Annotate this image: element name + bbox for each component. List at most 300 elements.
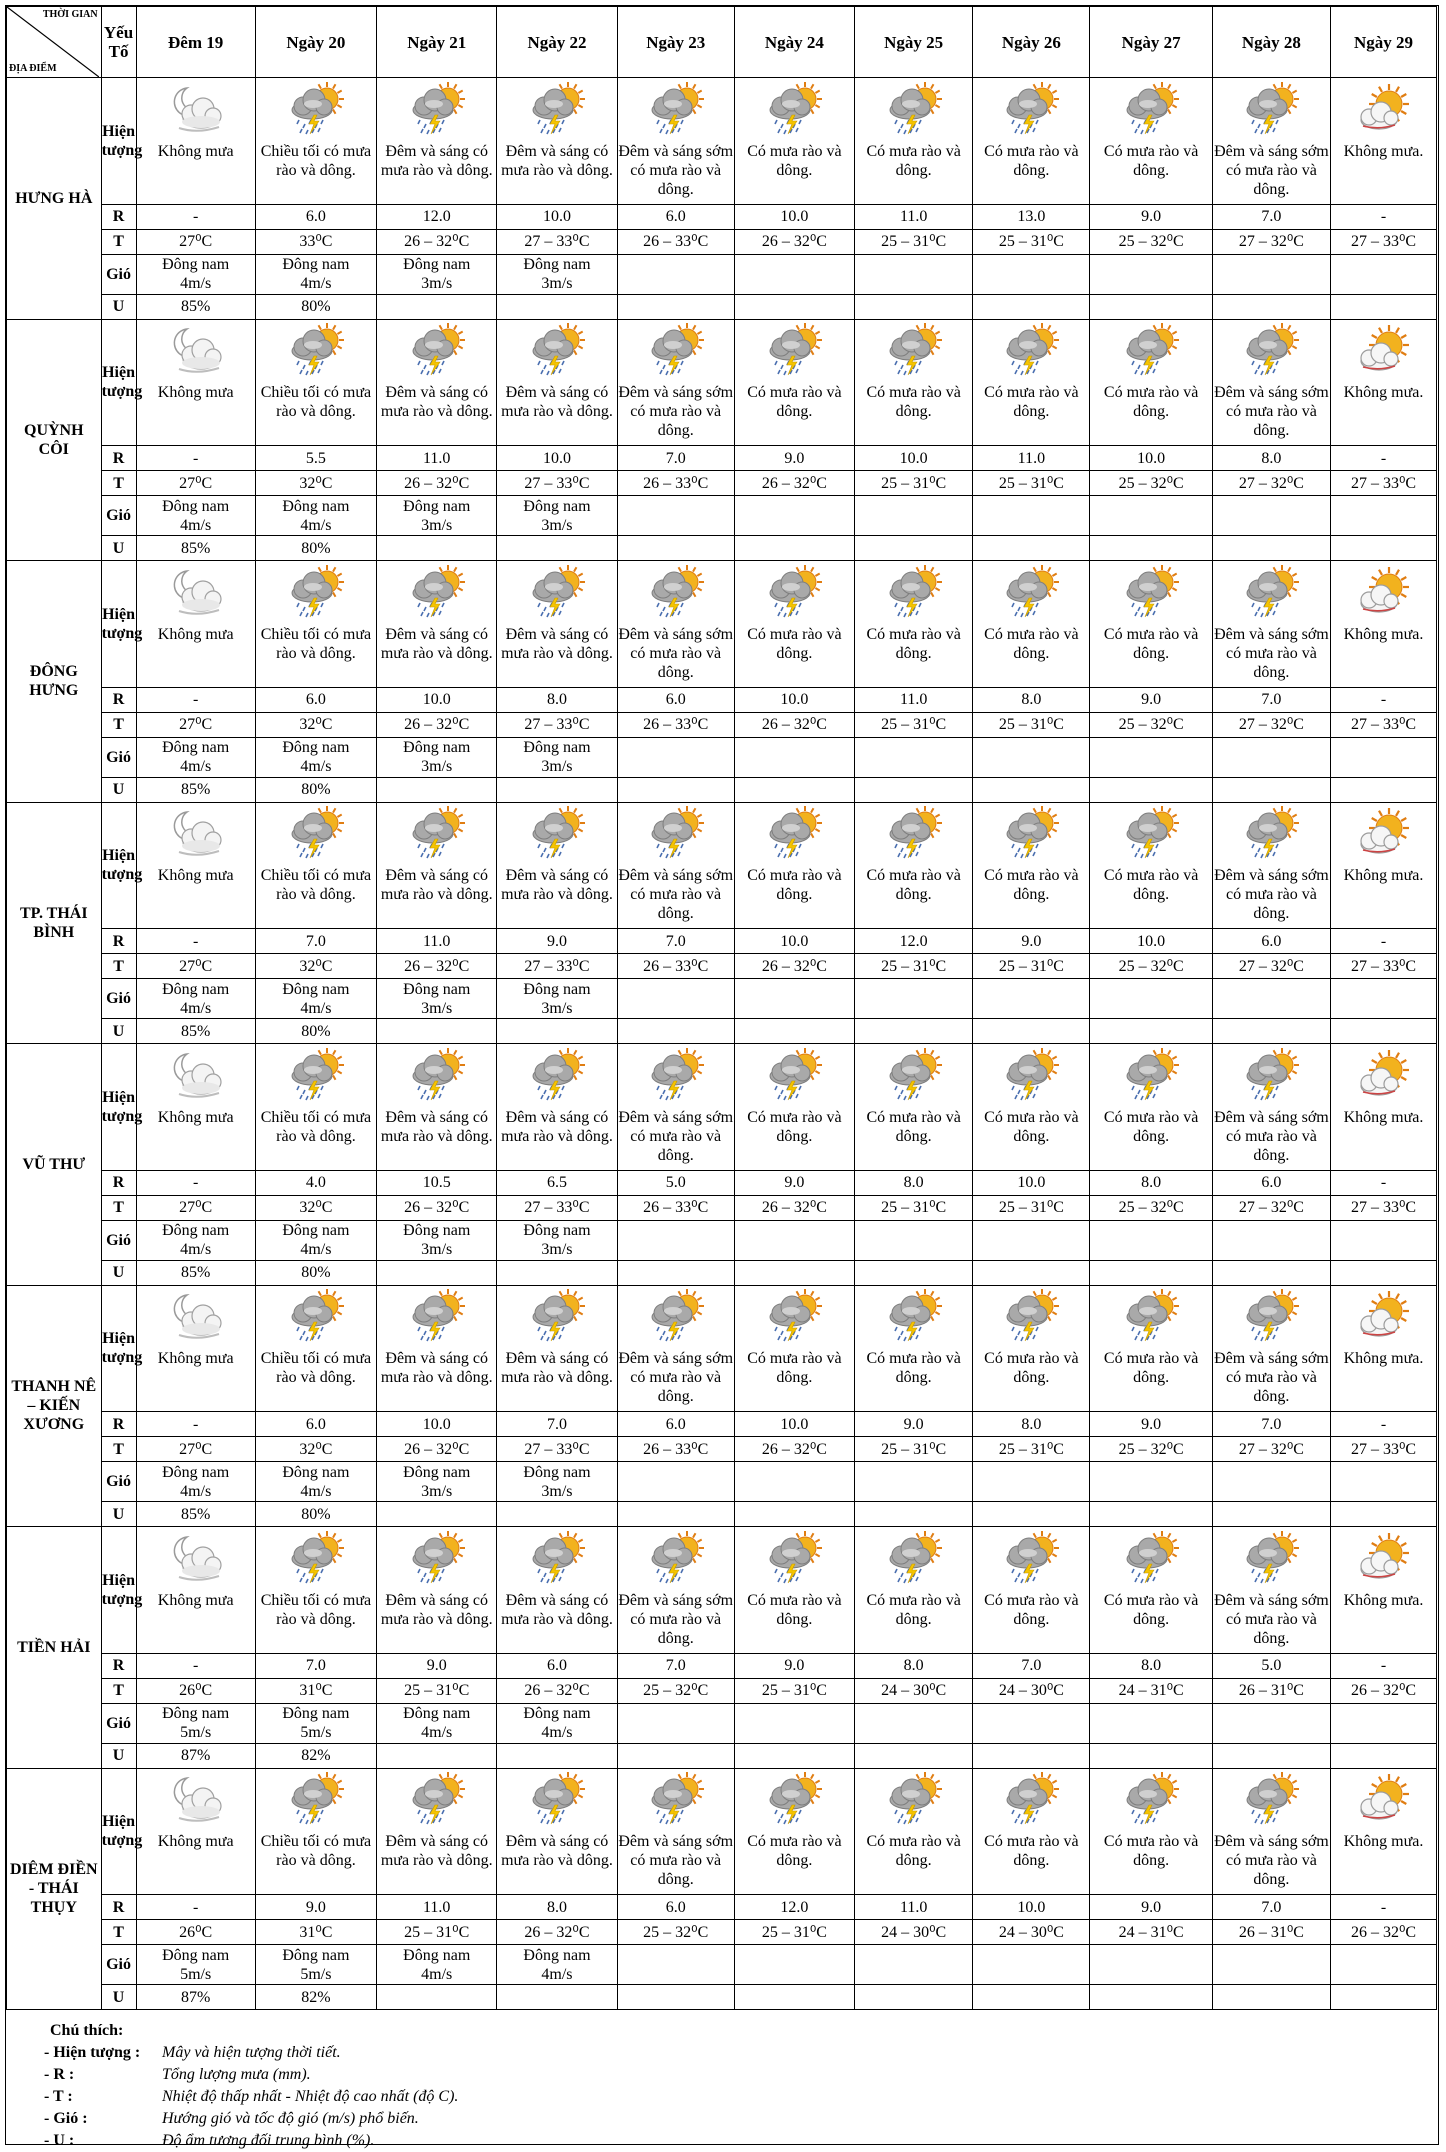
- humidity-row: [7, 777, 1437, 802]
- humidity-value: 80%: [255, 1260, 376, 1285]
- wind-value: [1090, 979, 1212, 1019]
- weather-icon-cell: [1331, 561, 1437, 623]
- header-row: [7, 7, 1437, 78]
- temperature-value: 26 – 32⁰C: [377, 954, 497, 979]
- wind-row: [7, 1220, 1437, 1260]
- rain-total-value: 4.0: [255, 1170, 376, 1195]
- humidity-value: 85%: [136, 536, 255, 561]
- humidity-value: [855, 777, 973, 802]
- weather-icon-cell: [136, 1768, 255, 1830]
- weather-icon-cell: [617, 78, 734, 140]
- temperature-row: [7, 1195, 1437, 1220]
- phenomenon-text: Chiều tối có mưa rào và dông.: [255, 1106, 376, 1171]
- thunderstorm-sun-icon: [287, 565, 345, 619]
- weather-icon-cell: [377, 1527, 497, 1589]
- phenomenon-text: Không mưa: [136, 1830, 255, 1895]
- note-item: [44, 2108, 458, 2130]
- thunderstorm-sun-icon: [885, 1531, 943, 1585]
- temperature-value: 27 – 33⁰C: [1331, 712, 1437, 737]
- thunderstorm-sun-icon: [528, 1772, 586, 1826]
- weather-icon-cell: [1331, 1044, 1437, 1106]
- element-label-rain-total: R: [101, 1170, 136, 1195]
- temperature-value: 27 – 33⁰C: [497, 954, 617, 979]
- temperature-value: 25 – 32⁰C: [1090, 712, 1212, 737]
- temperature-value: 26 – 33⁰C: [617, 471, 734, 496]
- weather-icon-cell: [855, 1285, 973, 1347]
- thunderstorm-sun-icon: [528, 323, 586, 377]
- element-label-wind: Gió: [101, 254, 136, 294]
- weather-icon-cell: [136, 802, 255, 864]
- temperature-value: 24 – 30⁰C: [855, 1920, 973, 1945]
- phenomenon-text: Không mưa.: [1331, 1589, 1437, 1654]
- temperature-value: 27 – 33⁰C: [497, 1195, 617, 1220]
- day-header: Ngày 27: [1090, 7, 1212, 78]
- rain-total-value: 9.0: [1090, 204, 1212, 229]
- thunderstorm-sun-icon: [528, 565, 586, 619]
- wind-value: [1090, 1462, 1212, 1502]
- thunderstorm-sun-icon: [765, 806, 823, 860]
- phenomenon-text: Chiều tối có mưa rào và dông.: [255, 1830, 376, 1895]
- humidity-value: [377, 1260, 497, 1285]
- rain-total-value: 9.0: [255, 1895, 376, 1920]
- element-label-temperature: T: [101, 1437, 136, 1462]
- humidity-value: 82%: [255, 1985, 376, 2010]
- element-label-wind: Gió: [101, 1220, 136, 1260]
- weather-icon-cell: [377, 1285, 497, 1347]
- thunderstorm-sun-icon: [1122, 1048, 1180, 1102]
- rain-total-value: 6.0: [255, 687, 376, 712]
- rain-total-value: 10.0: [497, 204, 617, 229]
- weather-icon-cell: [617, 1768, 734, 1830]
- rain-total-value: 12.0: [855, 929, 973, 954]
- humidity-value: [1090, 294, 1212, 319]
- temperature-value: 32⁰C: [255, 712, 376, 737]
- temperature-value: 25 – 32⁰C: [1090, 954, 1212, 979]
- weather-icon-cell: [855, 78, 973, 140]
- humidity-value: 85%: [136, 1019, 255, 1044]
- phenomenon-row: [7, 864, 1437, 929]
- phenomenon-text: Có mưa rào và dông.: [1090, 1589, 1212, 1654]
- element-label-phenomenon: Hiện tượng: [101, 1768, 136, 1895]
- thunderstorm-sun-icon: [408, 806, 466, 860]
- humidity-value: [1331, 294, 1437, 319]
- humidity-value: [1090, 1502, 1212, 1527]
- weather-icon-cell: [497, 1044, 617, 1106]
- rain-total-value: 9.0: [734, 446, 854, 471]
- element-label-temperature: T: [101, 954, 136, 979]
- phenomenon-text: Đêm và sáng có mưa rào và dông.: [497, 1347, 617, 1412]
- phenomenon-text: Có mưa rào và dông.: [1090, 1106, 1212, 1171]
- wind-value: [617, 254, 734, 294]
- humidity-value: [1212, 1019, 1330, 1044]
- rain-total-value: 11.0: [855, 687, 973, 712]
- wind-value: Đông nam 3m/s: [377, 1220, 497, 1260]
- phenomenon-text: Có mưa rào và dông.: [855, 1347, 973, 1412]
- weather-icon-cell: [497, 561, 617, 623]
- element-label-phenomenon: Hiện tượng: [101, 78, 136, 205]
- wind-value: [1331, 737, 1437, 777]
- weather-icon-cell: [1090, 1527, 1212, 1589]
- phenomenon-text: Đêm và sáng có mưa rào và dông.: [377, 1106, 497, 1171]
- temperature-value: 27 – 33⁰C: [1331, 229, 1437, 254]
- phenomenon-text: Có mưa rào và dông.: [734, 381, 854, 446]
- element-label-humidity: U: [101, 1743, 136, 1768]
- humidity-row: [7, 1743, 1437, 1768]
- phenomenon-text: Đêm và sáng có mưa rào và dông.: [497, 140, 617, 205]
- element-label-temperature: T: [101, 471, 136, 496]
- weather-icon-cell: [1212, 319, 1330, 381]
- phenomenon-text: Đêm và sáng có mưa rào và dông.: [377, 381, 497, 446]
- element-label-temperature: T: [101, 1920, 136, 1945]
- wind-value: [973, 1703, 1090, 1743]
- temperature-row: [7, 1678, 1437, 1703]
- phenomenon-text: Chiều tối có mưa rào và dông.: [255, 140, 376, 205]
- humidity-value: 80%: [255, 294, 376, 319]
- rain-total-row: [7, 1412, 1437, 1437]
- humidity-value: [734, 777, 854, 802]
- humidity-value: [1331, 1260, 1437, 1285]
- phenomenon-text: Đêm và sáng có mưa rào và dông.: [377, 623, 497, 688]
- element-col-header: Yếu Tố: [101, 7, 136, 78]
- wind-value: Đông nam 4m/s: [136, 496, 255, 536]
- weather-icon-cell: [497, 1285, 617, 1347]
- phenomenon-text: Đêm và sáng sớm có mưa rào và dông.: [617, 1589, 734, 1654]
- rain-total-value: 11.0: [855, 1895, 973, 1920]
- wind-value: [973, 496, 1090, 536]
- humidity-value: [1331, 777, 1437, 802]
- weather-icon-cell: [617, 319, 734, 381]
- icon-row: [7, 1285, 1437, 1347]
- wind-value: [1331, 979, 1437, 1019]
- location-name: TP. THÁI BÌNH: [7, 802, 102, 1044]
- phenomenon-text: Có mưa rào và dông.: [1090, 381, 1212, 446]
- phenomenon-text: Đêm và sáng sớm có mưa rào và dông.: [617, 1830, 734, 1895]
- temperature-value: 27 – 32⁰C: [1212, 229, 1330, 254]
- wind-value: [1090, 1945, 1212, 1985]
- humidity-value: [973, 536, 1090, 561]
- phenomenon-text: Có mưa rào và dông.: [973, 140, 1090, 205]
- partly-sunny-icon: [1355, 565, 1413, 619]
- wind-value: [855, 1462, 973, 1502]
- element-label-wind: Gió: [101, 737, 136, 777]
- humidity-value: [734, 1019, 854, 1044]
- thunderstorm-sun-icon: [408, 82, 466, 136]
- weather-icon-cell: [617, 1527, 734, 1589]
- temperature-value: 25 – 31⁰C: [855, 229, 973, 254]
- humidity-value: [855, 1260, 973, 1285]
- wind-value: Đông nam 3m/s: [497, 254, 617, 294]
- rain-total-value: 10.0: [377, 1412, 497, 1437]
- phenomenon-text: Có mưa rào và dông.: [734, 1830, 854, 1895]
- temperature-value: 26 – 32⁰C: [734, 1437, 854, 1462]
- element-label-phenomenon: Hiện tượng: [101, 561, 136, 688]
- wind-value: Đông nam 5m/s: [255, 1945, 376, 1985]
- phenomenon-text: Có mưa rào và dông.: [855, 1106, 973, 1171]
- wind-row: [7, 1462, 1437, 1502]
- weather-icon-cell: [497, 802, 617, 864]
- humidity-value: 80%: [255, 1019, 376, 1044]
- weather-icon-cell: [1212, 802, 1330, 864]
- wind-value: Đông nam 3m/s: [377, 979, 497, 1019]
- temperature-value: 24 – 31⁰C: [1090, 1678, 1212, 1703]
- phenomenon-text: Có mưa rào và dông.: [1090, 1347, 1212, 1412]
- partly-sunny-icon: [1355, 1289, 1413, 1343]
- temperature-value: 26 – 32⁰C: [377, 229, 497, 254]
- element-label-wind: Gió: [101, 1945, 136, 1985]
- thunderstorm-sun-icon: [1122, 82, 1180, 136]
- thunderstorm-sun-icon: [528, 1048, 586, 1102]
- temperature-value: 25 – 31⁰C: [973, 1195, 1090, 1220]
- phenomenon-text: Có mưa rào và dông.: [855, 140, 973, 205]
- rain-total-value: 9.0: [377, 1653, 497, 1678]
- location-name: HƯNG HÀ: [7, 78, 102, 320]
- temperature-value: 32⁰C: [255, 954, 376, 979]
- weather-icon-cell: [734, 78, 854, 140]
- humidity-value: [377, 1502, 497, 1527]
- rain-total-value: 9.0: [973, 929, 1090, 954]
- temperature-value: 26⁰C: [136, 1678, 255, 1703]
- weather-icon-cell: [255, 1768, 376, 1830]
- phenomenon-text: Chiều tối có mưa rào và dông.: [255, 381, 376, 446]
- weather-icon-cell: [1212, 1044, 1330, 1106]
- rain-total-value: 7.0: [1212, 687, 1330, 712]
- humidity-value: [497, 294, 617, 319]
- wind-value: Đông nam 4m/s: [136, 254, 255, 294]
- weather-icon-cell: [734, 319, 854, 381]
- thunderstorm-sun-icon: [1122, 323, 1180, 377]
- rain-total-row: [7, 929, 1437, 954]
- wind-value: Đông nam 4m/s: [377, 1703, 497, 1743]
- weather-icon-cell: [734, 1044, 854, 1106]
- element-label-phenomenon: Hiện tượng: [101, 319, 136, 446]
- rain-total-row: [7, 687, 1437, 712]
- weather-icon-cell: [377, 319, 497, 381]
- phenomenon-text: Đêm và sáng có mưa rào và dông.: [497, 1589, 617, 1654]
- weather-icon-cell: [1090, 561, 1212, 623]
- element-label-phenomenon: Hiện tượng: [101, 802, 136, 929]
- phenomenon-text: Không mưa.: [1331, 381, 1437, 446]
- humidity-value: [377, 1019, 497, 1044]
- day-header: Ngày 28: [1212, 7, 1330, 78]
- weather-icon-cell: [1212, 1768, 1330, 1830]
- phenomenon-text: Có mưa rào và dông.: [1090, 140, 1212, 205]
- thunderstorm-sun-icon: [765, 82, 823, 136]
- temperature-value: 26 – 32⁰C: [377, 712, 497, 737]
- thunderstorm-sun-icon: [287, 323, 345, 377]
- weather-icon-cell: [1212, 78, 1330, 140]
- element-label-humidity: U: [101, 1502, 136, 1527]
- temperature-value: 24 – 30⁰C: [855, 1678, 973, 1703]
- forecast-page: [5, 5, 1439, 2149]
- rain-total-value: 7.0: [1212, 204, 1330, 229]
- weather-icon-cell: [377, 78, 497, 140]
- weather-icon-cell: [255, 1527, 376, 1589]
- humidity-value: [855, 536, 973, 561]
- rain-total-value: 6.5: [497, 1170, 617, 1195]
- temperature-value: 25 – 31⁰C: [855, 1195, 973, 1220]
- element-label-humidity: U: [101, 1019, 136, 1044]
- wind-value: Đông nam 4m/s: [255, 496, 376, 536]
- phenomenon-text: Đêm và sáng có mưa rào và dông.: [377, 1589, 497, 1654]
- temperature-row: [7, 712, 1437, 737]
- wind-value: [1331, 254, 1437, 294]
- temperature-value: 25 – 31⁰C: [973, 712, 1090, 737]
- temperature-value: 27 – 33⁰C: [1331, 954, 1437, 979]
- weather-icon-cell: [973, 1044, 1090, 1106]
- wind-value: Đông nam 3m/s: [497, 1220, 617, 1260]
- weather-icon-cell: [617, 561, 734, 623]
- phenomenon-text: Đêm và sáng sớm có mưa rào và dông.: [617, 1347, 734, 1412]
- humidity-value: 85%: [136, 1260, 255, 1285]
- rain-total-value: 8.0: [855, 1170, 973, 1195]
- element-label-humidity: U: [101, 536, 136, 561]
- temperature-value: 32⁰C: [255, 1437, 376, 1462]
- weather-icon-cell: [973, 1527, 1090, 1589]
- phenomenon-text: Có mưa rào và dông.: [973, 381, 1090, 446]
- rain-total-value: -: [136, 446, 255, 471]
- icon-row: [7, 78, 1437, 140]
- rain-total-value: -: [1331, 1895, 1437, 1920]
- wind-value: [1331, 1945, 1437, 1985]
- temperature-value: 27 – 32⁰C: [1212, 954, 1330, 979]
- corner-place-label: ĐỊA ĐIỂM: [9, 63, 57, 74]
- temperature-value: 25 – 31⁰C: [855, 712, 973, 737]
- temperature-value: 26 – 32⁰C: [734, 471, 854, 496]
- rain-total-value: 7.0: [255, 929, 376, 954]
- humidity-value: [734, 536, 854, 561]
- humidity-value: [1331, 1019, 1437, 1044]
- temperature-value: 25 – 32⁰C: [1090, 229, 1212, 254]
- rain-total-value: 5.0: [1212, 1653, 1330, 1678]
- phenomenon-text: Có mưa rào và dông.: [734, 1106, 854, 1171]
- thunderstorm-sun-icon: [765, 1289, 823, 1343]
- rain-total-value: 5.5: [255, 446, 376, 471]
- rain-total-value: 7.0: [617, 446, 734, 471]
- humidity-value: [1331, 1985, 1437, 2010]
- rain-total-value: -: [136, 929, 255, 954]
- humidity-row: [7, 294, 1437, 319]
- rain-total-value: 6.0: [1212, 929, 1330, 954]
- humidity-value: [617, 1502, 734, 1527]
- phenomenon-text: Không mưa: [136, 1347, 255, 1412]
- phenomenon-text: Đêm và sáng có mưa rào và dông.: [497, 381, 617, 446]
- wind-value: [1090, 1220, 1212, 1260]
- phenomenon-row: [7, 1830, 1437, 1895]
- wind-value: Đông nam 4m/s: [377, 1945, 497, 1985]
- weather-icon-cell: [855, 1044, 973, 1106]
- wind-value: [1212, 979, 1330, 1019]
- partly-sunny-icon: [1355, 82, 1413, 136]
- temperature-value: 24 – 30⁰C: [973, 1678, 1090, 1703]
- day-header: Ngày 24: [734, 7, 854, 78]
- thunderstorm-sun-icon: [1242, 82, 1300, 136]
- element-label-wind: Gió: [101, 979, 136, 1019]
- wind-value: Đông nam 4m/s: [255, 1462, 376, 1502]
- rain-total-value: 10.0: [973, 1170, 1090, 1195]
- phenomenon-text: Đêm và sáng có mưa rào và dông.: [497, 623, 617, 688]
- thunderstorm-sun-icon: [1002, 323, 1060, 377]
- humidity-value: [1331, 1502, 1437, 1527]
- rain-total-value: 6.0: [617, 1895, 734, 1920]
- rain-total-value: 9.0: [1090, 1412, 1212, 1437]
- cloud-moon-icon: [167, 806, 225, 860]
- phenomenon-text: Đêm và sáng có mưa rào và dông.: [497, 864, 617, 929]
- phenomenon-text: Đêm và sáng có mưa rào và dông.: [377, 864, 497, 929]
- weather-icon-cell: [497, 1527, 617, 1589]
- thunderstorm-sun-icon: [528, 806, 586, 860]
- humidity-value: [1090, 1743, 1212, 1768]
- partly-sunny-icon: [1355, 1048, 1413, 1102]
- thunderstorm-sun-icon: [647, 1531, 705, 1585]
- phenomenon-text: Đêm và sáng sớm có mưa rào và dông.: [617, 140, 734, 205]
- wind-value: [1090, 496, 1212, 536]
- rain-total-value: -: [1331, 446, 1437, 471]
- rain-total-value: 8.0: [973, 687, 1090, 712]
- rain-total-value: 11.0: [855, 204, 973, 229]
- temperature-value: 26 – 32⁰C: [1331, 1920, 1437, 1945]
- wind-value: [734, 1220, 854, 1260]
- temperature-value: 27⁰C: [136, 229, 255, 254]
- rain-total-value: 10.0: [734, 1412, 854, 1437]
- wind-value: Đông nam 4m/s: [255, 979, 376, 1019]
- wind-value: [734, 254, 854, 294]
- thunderstorm-sun-icon: [885, 806, 943, 860]
- thunderstorm-sun-icon: [1242, 323, 1300, 377]
- location-name: THANH NÊ – KIẾN XƯƠNG: [7, 1285, 102, 1527]
- humidity-value: [973, 1260, 1090, 1285]
- wind-value: [973, 979, 1090, 1019]
- temperature-value: 27 – 32⁰C: [1212, 1195, 1330, 1220]
- temperature-value: 26 – 32⁰C: [377, 471, 497, 496]
- notes-title: Chú thích:: [50, 2022, 124, 2039]
- humidity-value: [617, 1985, 734, 2010]
- humidity-value: [617, 1743, 734, 1768]
- weather-icon-cell: [617, 802, 734, 864]
- wind-value: Đông nam 5m/s: [136, 1945, 255, 1985]
- phenomenon-text: Không mưa: [136, 381, 255, 446]
- day-header: Ngày 25: [855, 7, 973, 78]
- weather-icon-cell: [377, 802, 497, 864]
- wind-value: [855, 737, 973, 777]
- humidity-value: [497, 1260, 617, 1285]
- temperature-value: 27 – 33⁰C: [497, 1437, 617, 1462]
- weather-icon-cell: [973, 78, 1090, 140]
- rain-total-value: 10.0: [1090, 929, 1212, 954]
- icon-row: [7, 1527, 1437, 1589]
- wind-value: Đông nam 5m/s: [255, 1703, 376, 1743]
- temperature-value: 24 – 30⁰C: [973, 1920, 1090, 1945]
- temperature-value: 25 – 32⁰C: [1090, 1195, 1212, 1220]
- humidity-value: [617, 536, 734, 561]
- weather-icon-cell: [1331, 319, 1437, 381]
- humidity-value: [1090, 1985, 1212, 2010]
- weather-icon-cell: [255, 802, 376, 864]
- humidity-value: [734, 1502, 854, 1527]
- humidity-row: [7, 536, 1437, 561]
- weather-icon-cell: [855, 1527, 973, 1589]
- wind-value: [1212, 496, 1330, 536]
- phenomenon-text: Đêm và sáng sớm có mưa rào và dông.: [1212, 1106, 1330, 1171]
- temperature-value: 26 – 31⁰C: [1212, 1678, 1330, 1703]
- rain-total-value: 6.0: [1212, 1170, 1330, 1195]
- wind-value: Đông nam 3m/s: [497, 1462, 617, 1502]
- weather-icon-cell: [973, 802, 1090, 864]
- cloud-moon-icon: [167, 1048, 225, 1102]
- temperature-row: [7, 1920, 1437, 1945]
- phenomenon-text: Có mưa rào và dông.: [855, 623, 973, 688]
- thunderstorm-sun-icon: [647, 806, 705, 860]
- note-item: [44, 2042, 458, 2064]
